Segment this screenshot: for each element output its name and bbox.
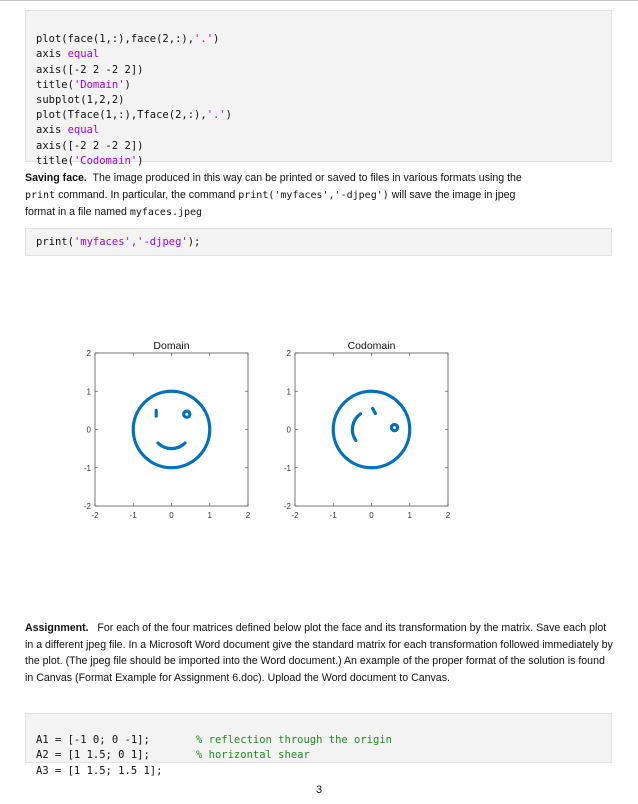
code-line [36,154,611,169]
code-text: subplot(1,2,2) [36,94,125,107]
face-figure [0,330,638,590]
x-tick-label: -2 [291,511,299,520]
code-text: plot(face(1,:),face(2,:), [36,33,195,46]
saving-cmd-print: print [25,189,56,201]
y-tick-label: -1 [83,463,91,473]
code-block-print [25,228,612,256]
matrix-code: A1 = [-1 0; 0 -1]; [36,734,150,747]
code-block-matrices [25,713,612,777]
matrix-comment: % reflection through the origin [196,734,392,747]
matrix-line [36,764,611,779]
code-print-pre: print( [36,236,74,248]
code-text: axis [36,48,68,61]
x-tick-label: 1 [407,511,412,520]
code-text: axis [36,124,68,137]
code-keyword: equal [67,124,100,137]
saving-cmd-full: print('myfaces','-djpeg') [238,189,389,201]
code-text: ) [225,109,232,122]
code-string: '.' [206,109,226,122]
matrix-comment: % horizontal shear [196,749,310,762]
saving-text-3: will save the image in jpeg [391,188,516,201]
x-tick-label: 1 [207,511,212,520]
code-print-post: ); [187,236,201,248]
plot-axes-box [295,353,448,506]
code-line [36,108,611,123]
saving-text-2: command. In particular, the command [58,188,236,201]
x-tick-label: -1 [129,511,137,520]
assignment-paragraph [25,620,615,686]
y-tick-label: 0 [86,425,91,435]
matrix-line [36,748,611,763]
y-tick-label: -1 [283,463,291,473]
code-text: ) [213,33,220,46]
x-tick-label: 0 [169,511,174,520]
plot-title: Domain [153,340,190,352]
y-tick-label: -2 [83,502,91,511]
code-string: 'Codomain' [73,154,138,167]
code-text: title( [36,78,74,91]
saving-filename: myfaces.jpeg [129,207,203,219]
saving-text-1: The image produced in this way can be printed or saved to files in various formats using the [92,172,522,184]
x-tick-label: 2 [245,511,251,520]
code-text: plot(Tface(1,:),Tface(2,:), [36,109,207,122]
matrix-code: A3 = [1 1.5; 1.5 1]; [36,764,163,777]
code-keyword: equal [67,48,100,61]
saving-face-paragraph [25,170,615,222]
code-string: '.' [194,33,214,46]
assignment-heading: Assignment. [25,622,89,634]
y-tick-label: 1 [86,387,91,397]
y-tick-label: 1 [286,387,291,397]
matrix-code: A2 = [1 1.5; 0 1]; [36,749,150,762]
x-tick-label: 2 [445,511,451,520]
y-tick-label: -2 [283,502,291,511]
code-text: ) [137,154,144,167]
x-tick-label: 0 [369,511,374,520]
matrix-line [36,733,611,748]
top-rule [0,0,638,1]
code-print-string: 'myfaces','-djpeg' [73,236,188,248]
code-string: 'Domain' [73,78,125,91]
code-line [36,47,611,62]
code-text: title( [36,154,74,167]
code-text: ) [124,78,131,91]
y-tick-label: 2 [86,349,91,358]
code-line [36,32,611,47]
assignment-text: For each of the four matrices defined below plot the face and its transformation by the matrix. Save each plot in a different jpeg file. In a Microsoft Word document give the standard matrix for each transformation followed immediately by the plot. (The jpeg file should be imported into the Word document.) An example of the proper format of the solution is found in Canvas (Format Example for Assignment 6.doc). Upload the Word document to Canvas. [25,622,613,684]
code-text: axis([-2 2 -2 2]) [36,139,144,152]
code-line [36,139,611,154]
x-tick-label: -1 [329,511,337,520]
plot-axes-box [95,353,248,506]
y-tick-label: 0 [286,425,291,435]
y-tick-label: 2 [286,349,291,358]
code-text: axis([-2 2 -2 2]) [36,63,144,76]
code-line [36,93,611,108]
saving-heading: Saving face. [25,172,87,184]
code-line [36,63,611,78]
saving-text-4: format in a file named [25,206,127,219]
page-number: 3 [315,784,323,796]
code-line [36,123,611,138]
code-block-plot [25,10,612,167]
plot-title: Codomain [347,340,396,352]
code-line [36,78,611,93]
x-tick-label: -2 [91,511,99,520]
